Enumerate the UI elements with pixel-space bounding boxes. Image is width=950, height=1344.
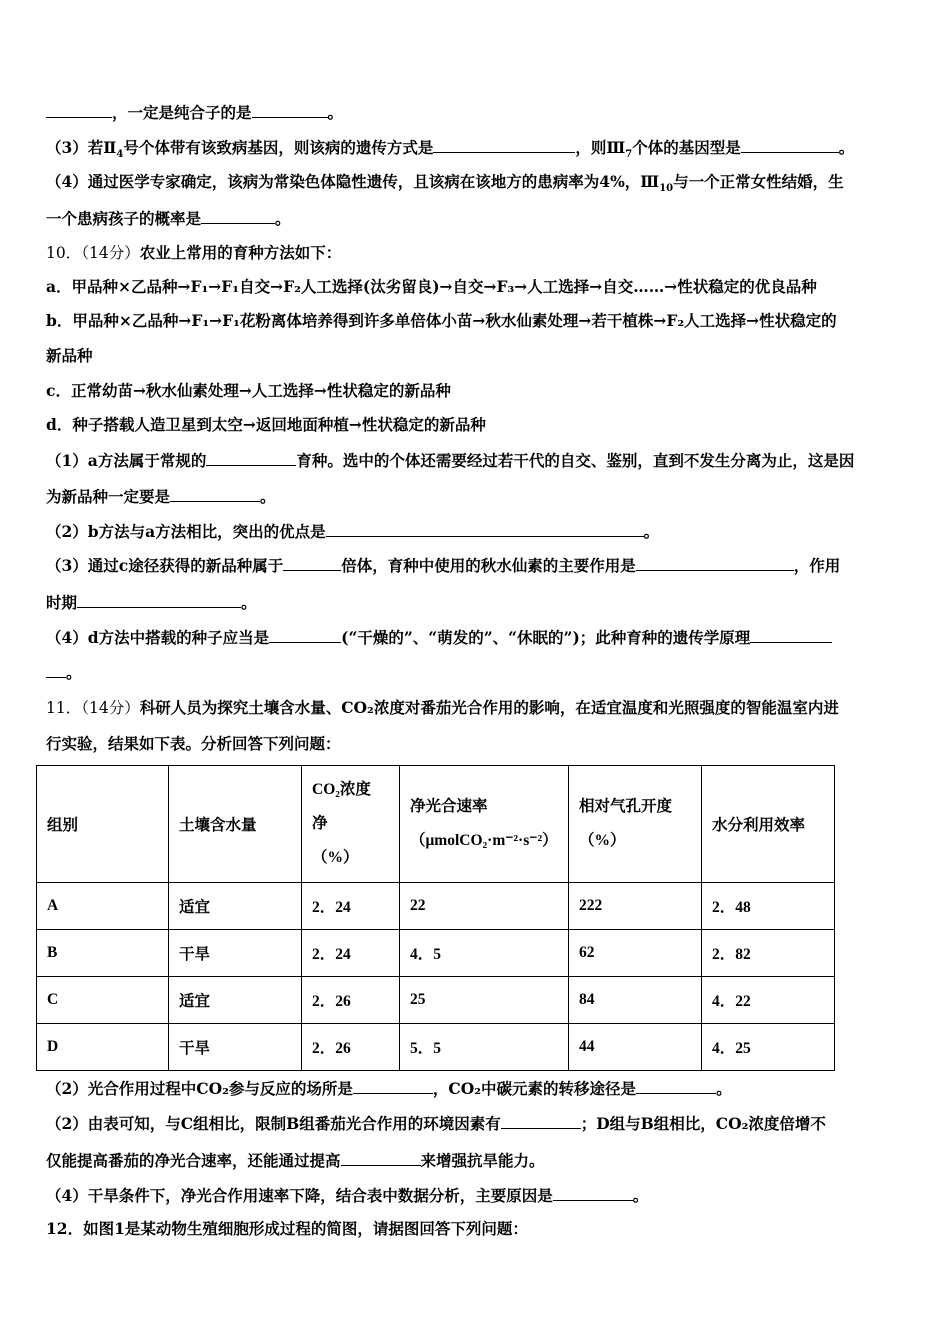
question-10-title: 10．（14分）农业上常用的育种方法如下： bbox=[46, 243, 342, 262]
answer-blank[interactable] bbox=[433, 137, 575, 153]
question-11-title: 11．（14分）科研人员为探究土壤含水量、CO₂浓度对番茄光合作用的影响，在适宜温度和光照强度的智能温室内进 bbox=[46, 698, 839, 717]
header-group: 组别 bbox=[37, 766, 169, 883]
line-4: 一个患病孩子的概率是 。 bbox=[46, 209, 291, 228]
q10-part-3: （3）通过c途径获得的新品种属于 倍体，育种中使用的秋水仙素的主要作用是 ，作用 bbox=[46, 556, 841, 575]
answer-blank[interactable] bbox=[201, 208, 275, 224]
q11-part-2: （2）光合作用过程中CO₂参与反应的场所是 ，CO₂中碳元素的转移途径是 。 bbox=[46, 1079, 732, 1098]
q11-part-2b: （2）由表可知，与C组相比，限制B组番茄光合作用的环境因素有 ；D组与B组相比，CO₂浓度倍增不 bbox=[46, 1114, 826, 1133]
answer-blank[interactable] bbox=[46, 102, 112, 118]
answer-blank[interactable] bbox=[206, 450, 296, 466]
answer-blank[interactable] bbox=[341, 1150, 421, 1166]
q11-part-2b-cont: 仅能提高番茄的净光合速率，还能通过提高 来增强抗旱能力。 bbox=[46, 1151, 545, 1170]
line-2: （3）若$Ⅱ_4$号个体带有该致病基因，则该病的遗传方式是 ，则$Ⅲ_7$个体的基因型是 。 bbox=[46, 138, 855, 161]
answer-blank[interactable] bbox=[553, 1185, 633, 1201]
method-c: c．正常幼苗→秋水仙素处理→人工选择→性状稳定的新品种 bbox=[46, 381, 451, 400]
table-row: B 干旱 2．24 4．5 62 2．82 bbox=[37, 930, 835, 977]
answer-blank[interactable] bbox=[353, 1078, 433, 1094]
q10-part-2: （2）b方法与a方法相比，突出的优点是 。 bbox=[46, 522, 660, 541]
question-11-cont: 行实验，结果如下表。分析回答下列问题： bbox=[46, 734, 341, 753]
answer-blank[interactable] bbox=[283, 555, 341, 571]
answer-blank[interactable] bbox=[636, 1078, 716, 1094]
q10-part-4: （4）d方法中搭载的种子应当是 (“干燥的”、“萌发的”、“休眠的”)；此种育种的遗传学原理 bbox=[46, 627, 832, 648]
q10-part-1-cont: 为新品种一定要是 。 bbox=[46, 487, 276, 506]
method-b-cont: 新品种 bbox=[46, 346, 93, 365]
header-stoma: 相对气孔开度 （%） bbox=[569, 766, 702, 883]
q10-part-1: （1）a方法属于常规的 育种。选中的个体还需要经过若干代的自交、鉴别，直到不发生分离为止，这是因 bbox=[46, 451, 855, 470]
header-co2: CO₂浓度 净 （%） bbox=[302, 766, 400, 883]
answer-blank[interactable] bbox=[741, 137, 839, 153]
answer-blank[interactable] bbox=[326, 521, 644, 537]
header-wue: 水分利用效率 bbox=[702, 766, 835, 883]
table-row: D 干旱 2．26 5．5 44 4．25 bbox=[37, 1024, 835, 1071]
header-rate: 净光合速率 （μmolCO₂·m⁻²·s⁻²） bbox=[400, 766, 569, 883]
answer-blank[interactable] bbox=[170, 486, 260, 502]
answer-blank[interactable] bbox=[636, 555, 794, 571]
answer-blank[interactable] bbox=[252, 102, 328, 118]
results-table bbox=[36, 765, 835, 1071]
table-header-row bbox=[37, 766, 835, 883]
method-d: d．种子搭载人造卫星到太空→返回地面种植→性状稳定的新品种 bbox=[46, 415, 486, 434]
answer-blank[interactable] bbox=[750, 627, 832, 643]
table-row: A 适宜 2．24 22 222 2．48 bbox=[37, 883, 835, 930]
line-1: ，一定是纯合子的是 。 bbox=[46, 102, 343, 123]
header-water: 土壤含水量 bbox=[169, 766, 302, 883]
question-12-title: 12．如图1是某动物生殖细胞形成过程的简图，请据图回答下列问题： bbox=[46, 1219, 528, 1238]
q11-part-4: （4）干旱条件下，净光合作用速率下降，结合表中数据分析，主要原因是 。 bbox=[46, 1186, 649, 1205]
q10-part-3-cont: 时期 。 bbox=[46, 593, 257, 612]
method-b: b．甲品种×乙品种→F₁→F₁花粉离体培养得到许多单倍体小苗→秋水仙素处理→若干植株→F₂人工选择→性状稳定的 bbox=[46, 311, 837, 330]
table-row: C 适宜 2．26 25 84 4．22 bbox=[37, 977, 835, 1024]
line-3: （4）通过医学专家确定，该病为常染色体隐性遗传，且该病在该地方的患病率为4%，$Ⅲ_{10}$与一个正常女性结婚，生 bbox=[46, 172, 844, 195]
answer-blank[interactable] bbox=[77, 592, 241, 608]
q10-part-4-cont: 。 bbox=[46, 662, 82, 683]
answer-blank[interactable] bbox=[269, 627, 341, 643]
answer-blank[interactable] bbox=[501, 1113, 581, 1129]
answer-blank[interactable] bbox=[46, 662, 66, 678]
method-a: a．甲品种×乙品种→F₁→F₁自交→F₂人工选择(汰劣留良)→自交→F₃→人工选择→自交……→性状稳定的优良品种 bbox=[46, 277, 817, 296]
